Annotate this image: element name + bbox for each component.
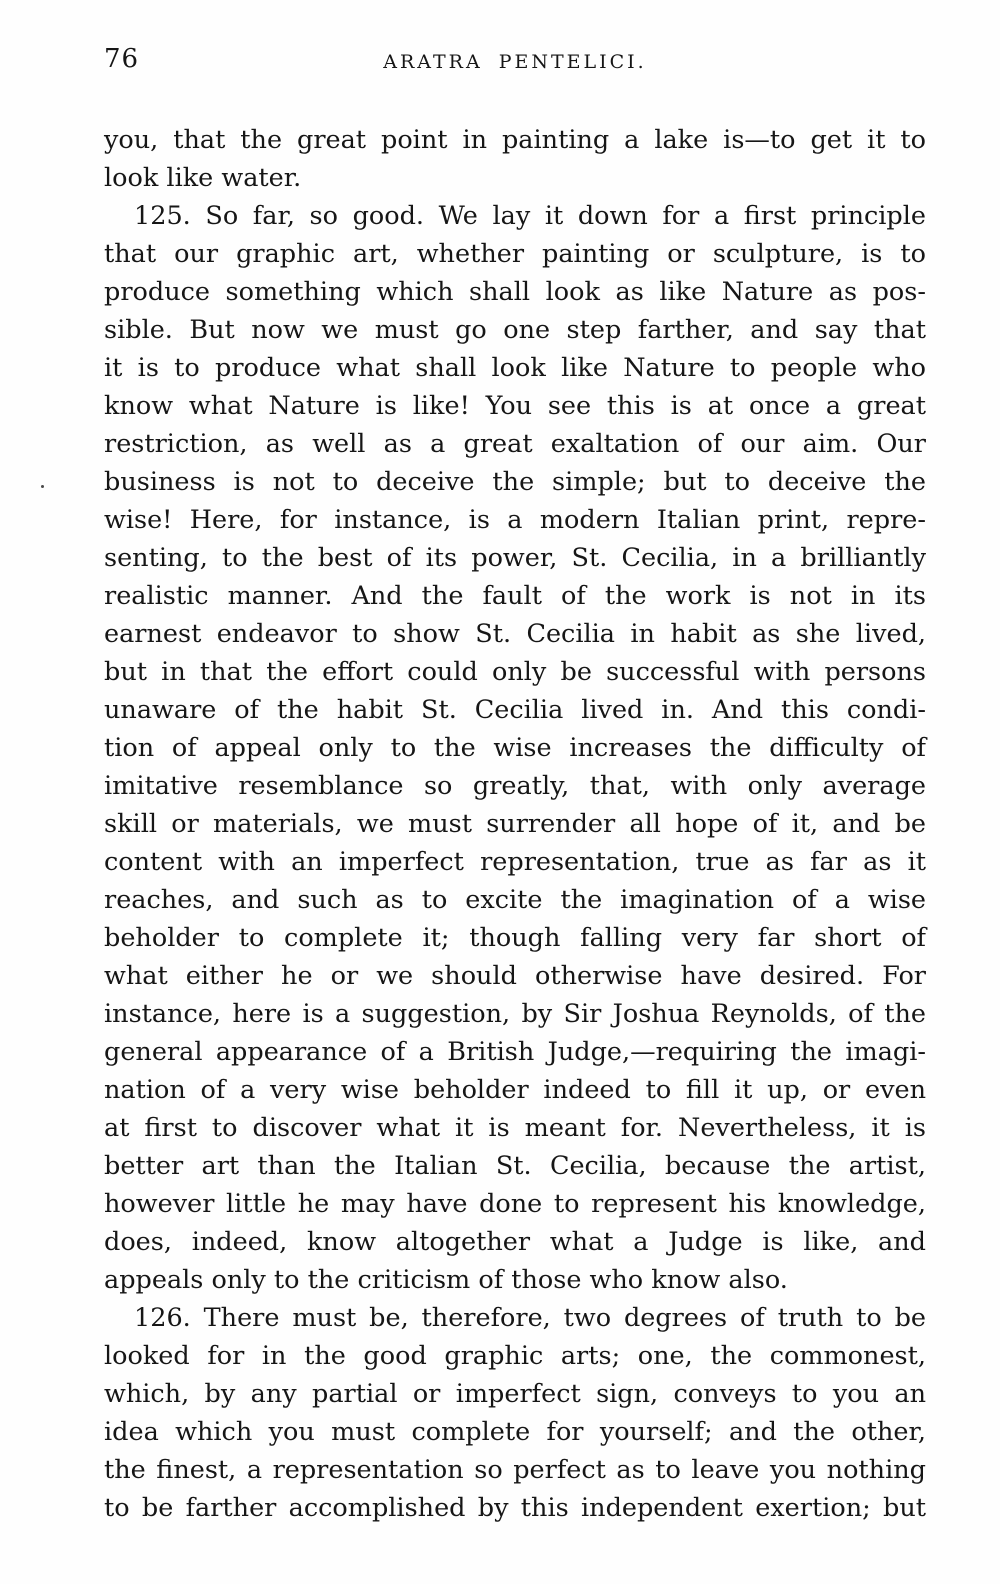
- text-line: that our graphic art, whether painting or sculpture, is to: [104, 239, 926, 269]
- text-line: unaware of the habit St. Cecilia lived in. And this condi-: [104, 695, 926, 725]
- text-line: what either he or we should otherwise have desired. For: [104, 961, 926, 991]
- running-head: ARATRA PENTELICI.: [383, 51, 647, 73]
- text-block: [104, 121, 926, 1527]
- text-line: skill or materials, we must surrender all hope of it, and be: [104, 809, 926, 839]
- text-line: however little he may have done to represent his knowledge,: [104, 1189, 926, 1219]
- paragraph: [104, 121, 926, 197]
- text-line: appeals only to the criticism of those who know also.: [104, 1265, 788, 1295]
- text-line: senting, to the best of its power, St. Cecilia, in a brilliantly: [104, 543, 926, 573]
- scan-speck: [41, 485, 44, 488]
- text-line: 125. So far, so good. We lay it down for a first principle: [134, 201, 926, 231]
- text-line: beholder to complete it; though falling very far short of: [104, 923, 926, 953]
- text-line: instance, here is a suggestion, by Sir Joshua Reynolds, of the: [104, 999, 926, 1029]
- page-number: 76: [104, 44, 140, 74]
- text-line: reaches, and such as to excite the imagination of a wise: [104, 885, 926, 915]
- text-line: realistic manner. And the fault of the work is not in its: [104, 581, 926, 611]
- text-line: earnest endeavor to show St. Cecilia in habit as she lived,: [104, 619, 926, 649]
- text-line: does, indeed, know altogether what a Judge is like, and: [104, 1227, 926, 1257]
- text-line: idea which you must complete for yourself; and the other,: [104, 1417, 926, 1447]
- text-line: imitative resemblance so greatly, that, with only average: [104, 771, 926, 801]
- text-line: wise! Here, for instance, is a modern Italian print, repre-: [104, 505, 926, 535]
- text-line: content with an imperfect representation, true as far as it: [104, 847, 926, 877]
- text-line: the finest, a representation so perfect as to leave you nothing: [104, 1455, 926, 1485]
- text-line: nation of a very wise beholder indeed to fill it up, or even: [104, 1075, 926, 1105]
- text-line: general appearance of a British Judge,—requiring the imagi-: [104, 1037, 926, 1067]
- text-line: to be farther accomplished by this independent exertion; but: [104, 1493, 926, 1523]
- text-line: but in that the effort could only be successful with persons: [104, 657, 926, 687]
- text-line: it is to produce what shall look like Nature to people who: [104, 353, 926, 383]
- paragraph: [104, 197, 926, 1299]
- text-line: produce something which shall look as like Nature as pos-: [104, 277, 926, 307]
- text-line: business is not to deceive the simple; but to deceive the: [104, 467, 926, 497]
- text-line: you, that the great point in painting a lake is—to get it to: [104, 125, 926, 155]
- text-line: better art than the Italian St. Cecilia, because the artist,: [104, 1151, 926, 1181]
- text-line: which, by any partial or imperfect sign, conveys to you an: [104, 1379, 926, 1409]
- text-line: tion of appeal only to the wise increases the difficulty of: [104, 733, 926, 763]
- paragraph: [104, 1299, 926, 1527]
- text-line: at first to discover what it is meant for. Nevertheless, it is: [104, 1113, 926, 1143]
- text-line: look like water.: [104, 163, 302, 193]
- text-line: looked for in the good graphic arts; one, the commonest,: [104, 1341, 926, 1371]
- text-line: know what Nature is like! You see this is at once a great: [104, 391, 926, 421]
- text-line: 126. There must be, therefore, two degrees of truth to be: [134, 1303, 926, 1333]
- text-line: sible. But now we must go one step farther, and say that: [104, 315, 926, 345]
- text-line: restriction, as well as a great exaltation of our aim. Our: [104, 429, 926, 459]
